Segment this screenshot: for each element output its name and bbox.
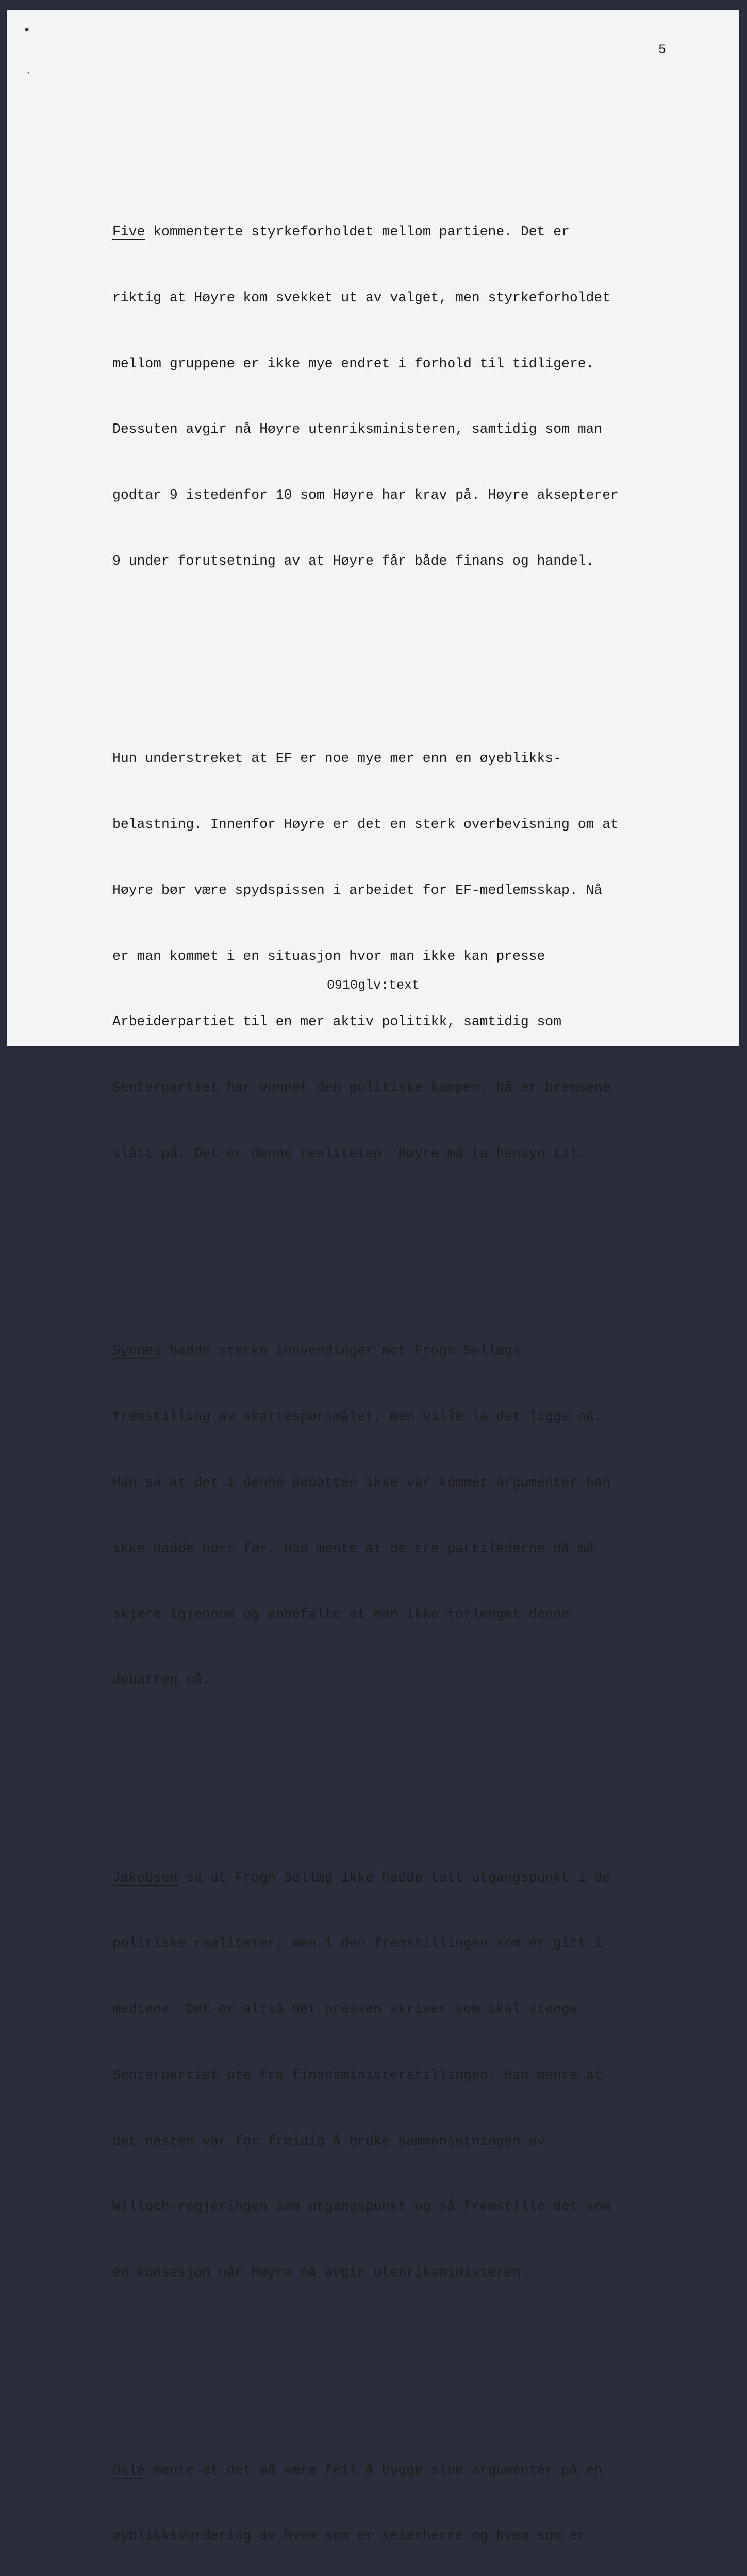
text-line: er man kommet i en situasjon hvor man ikke kan presse — [112, 948, 545, 964]
speaker-name: Five — [112, 224, 145, 240]
text-line: slått på. Det er denne realiteten Høyre må ta hensyn til. — [112, 1145, 586, 1161]
text-line: Han sa at det i denne debatten ikke var kommet argumenter han — [112, 1475, 611, 1490]
text-line: det nesten var for freidig å bruke sammensetningen av — [112, 2133, 545, 2149]
margin-mark: ʾ — [26, 70, 31, 80]
text-line: debatten nå. — [112, 1672, 211, 1688]
text-line: øyblikksvurdering av hvem som er seierherre og hvem som er — [112, 2528, 586, 2544]
paragraph — [112, 704, 685, 1209]
text-line: 9 under forutsetning av at Høyre får både finans og handel. — [112, 553, 594, 569]
text-line: Senterpartiet har vunnet den politiske kampen. Nå er bremsene — [112, 1080, 611, 1096]
text-line: Willoch-regjeringen som utgangspunkt og så fremstille det som — [112, 2199, 611, 2215]
margin-mark: • — [24, 24, 30, 36]
speaker-name: Synnes — [112, 1343, 162, 1359]
paragraph — [112, 177, 685, 616]
document-page — [7, 10, 739, 2544]
text-line: en konsesjon når Høyre nå avgir utenriksministeren. — [112, 2265, 529, 2281]
text-line: Synnes hadde sterke innvendinger mot Frogn Sellægs — [112, 1343, 521, 1359]
text-line: Dale mente at det må være feil å bygge sine argumenter på en — [112, 2462, 603, 2478]
paragraph — [112, 2415, 685, 2576]
text-line: belastning. Innenfor Høyre er det en sterk overbevisning om at — [112, 817, 619, 832]
speaker-name: Dale — [112, 2462, 145, 2478]
text-line: riktig at Høyre kom svekket ut av valget, men styrkeforholdet — [112, 290, 611, 306]
paragraph — [112, 1823, 685, 2328]
text-line: Jakobsen sa at Frogn Sellæg ikke hadde tatt utgangspunkt i de — [112, 1870, 611, 1886]
document-body — [112, 111, 685, 2576]
page-number: 5 — [658, 42, 666, 57]
speaker-name: Jakobsen — [112, 1870, 178, 1886]
text-line: Senterpartiet ute fra finansministerstillingen. Han mente at — [112, 2067, 603, 2083]
text-line: politiske realiteter, men i den fremstillingen som er gitt i — [112, 1936, 603, 1952]
text-line: Arbeiderpartiet til en mer aktiv politikk, samtidig som — [112, 1014, 562, 1030]
text-line: mellom gruppene er ikke mye endret i forhold til tidligere. — [112, 355, 594, 371]
text-line: skjære igjennom og anbefalte at man ikke forlenget denne — [112, 1606, 570, 1622]
paragraph — [112, 1296, 685, 1735]
text-line: Five kommenterte styrkeforholdet mellom partiene. Det er — [112, 224, 570, 240]
text-line: Høyre bør være spydspissen i arbeidet for EF-medlemsskap. Nå — [112, 882, 603, 898]
text-line: Dessuten avgir nå Høyre utenriksministeren, samtidig som man — [112, 421, 603, 437]
document-footer-code: 0910glv:text — [326, 978, 420, 993]
text-line: ikke hadde hørt før. Han mente at de tre partilederne nå må — [112, 1540, 594, 1556]
text-line: Hun understreket at EF er noe mye mer enn en øyeblikks- — [112, 751, 562, 767]
text-line: mediene. Det er altså det pressen skriver som skal stenge — [112, 2002, 578, 2018]
text-line: godtar 9 istedenfor 10 som Høyre har krav på. Høyre aksepterer — [112, 487, 619, 503]
text-line: fremstilling av skattespørsmålet, men ville la det ligge nå. — [112, 1409, 603, 1425]
